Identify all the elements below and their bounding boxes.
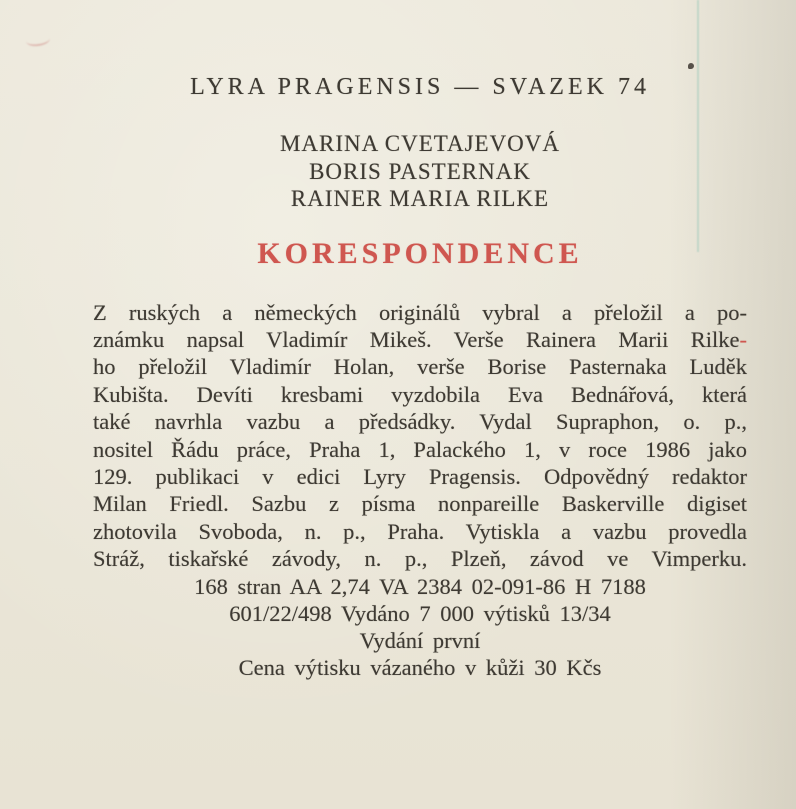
scan-line-artifact: [697, 0, 699, 252]
colophon-line-text: také navrhla vazbu a předsádky. Vydal Supraphon, o. p.,: [93, 409, 747, 435]
colophon-line: [93, 463, 747, 490]
scan-smudge-artifact: [25, 32, 50, 47]
colophon-line: [93, 545, 747, 572]
colophon-line: [93, 326, 747, 353]
colophon-line-text: Z ruských a německých originálů vybral a přeložil a po-: [93, 299, 747, 325]
series-title: LYRA PRAGENSIS — SVAZEK 74: [190, 74, 650, 100]
colophon-line: [93, 381, 747, 408]
colophon-paragraph: [93, 299, 747, 573]
colophon-line-text: Stráž, tiskařské závody, n. p., Plzeň, závod ve Vimperku.: [93, 546, 747, 572]
colophon-line-text: 129. publikaci v edici Lyry Pragensis. Odpovědný redaktor: [93, 463, 747, 489]
imprint-line: Cena výtisku vázaného v kůži 30 Kčs: [238, 654, 602, 680]
line-end-hyphen: -: [739, 326, 747, 352]
imprint-line: 601/22/498 Vydáno 7 000 výtisků 13/34: [229, 600, 611, 626]
imprint-line: 168 stran AA 2,74 VA 2384 02-091-86 H 7188: [194, 573, 646, 599]
colophon-line-text: nositel Řádu práce, Praha 1, Palackého 1, v roce 1986 jako: [93, 436, 747, 462]
imprint-block: [93, 573, 747, 681]
colophon-line-text: ho přeložil Vladimír Holan, verše Borise Pasternaka Luděk: [93, 354, 747, 380]
colophon-line-text: známku napsal Vladimír Mikeš. Verše Rainera Marii Rilke: [93, 326, 740, 352]
author-name: RAINER MARIA RILKE: [290, 186, 550, 211]
colophon-line-text: Milan Friedl. Sazbu z písma nonpareille Baskerville digiset: [93, 491, 747, 517]
colophon-line: [93, 490, 747, 517]
author-name: MARINA CVETAJEVOVÁ: [279, 131, 561, 156]
colophon-line: [93, 353, 747, 380]
colophon-line: [93, 408, 747, 435]
scan-speck-artifact: [688, 63, 694, 69]
page-content: [93, 0, 747, 681]
colophon-line-text: zhotovila Svoboda, n. p., Praha. Vytiskla a vazbu provedla: [93, 518, 747, 544]
imprint-line: Vydání první: [359, 627, 481, 653]
author-name: BORIS PASTERNAK: [309, 158, 531, 184]
colophon-line: [93, 299, 747, 326]
book-title: KORESPONDENCE: [257, 236, 583, 270]
colophon-line-text: Kubišta. Devíti kresbami vyzdobila Eva Bednářová, která: [93, 381, 747, 407]
author-list: [93, 130, 747, 213]
colophon-line: [93, 436, 747, 463]
colophon-line: [93, 518, 747, 545]
